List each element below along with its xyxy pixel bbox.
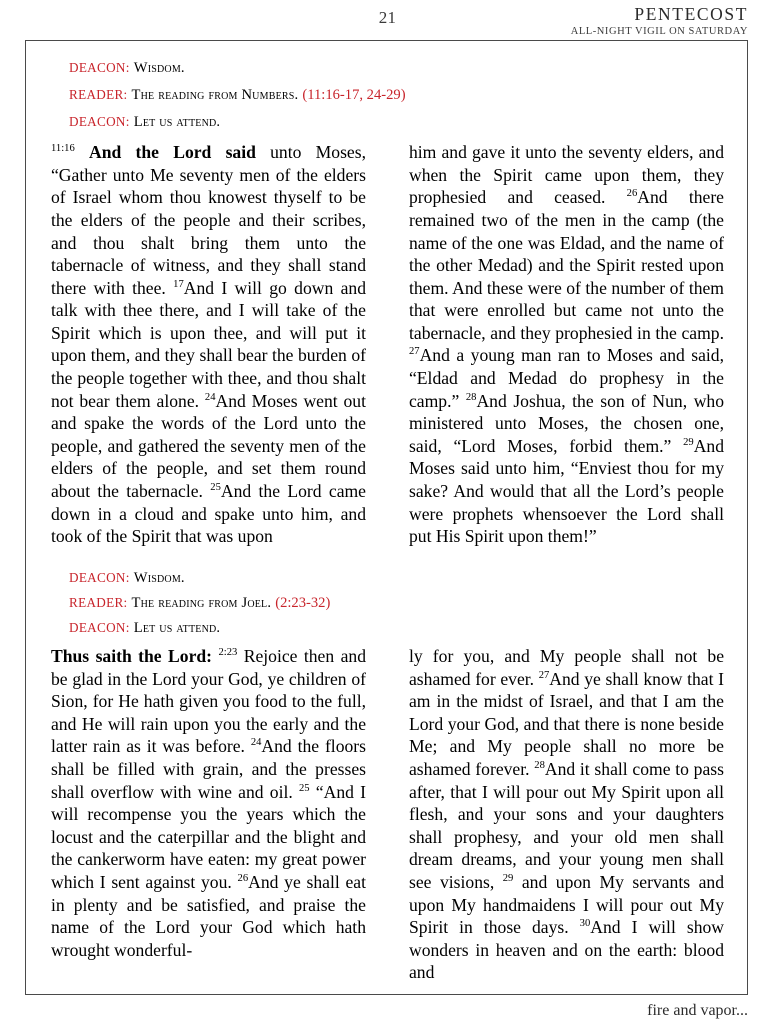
rubric-reader-joel bbox=[69, 595, 724, 611]
reading-joel bbox=[51, 645, 724, 984]
rubric-text: Wisdom. bbox=[133, 60, 185, 76]
reading-column-left bbox=[51, 141, 366, 548]
rubric-reader-numbers bbox=[69, 87, 724, 103]
rubric-text: The reading from Joel. bbox=[131, 594, 272, 611]
rubric-deacon-wisdom-2 bbox=[69, 570, 724, 586]
rubric-text: Let us attend. bbox=[133, 114, 221, 131]
reading-column-left bbox=[51, 645, 366, 984]
scripture-reference: (2:23-32) bbox=[275, 594, 331, 611]
running-head bbox=[0, 0, 775, 40]
scripture-text: Thus saith the Lord: $^{2:23}$ Rejoice then and be glad in the Lord your God, ye children of Sion, for He hath given you food to the full, and He will rain upon you the early and the latter rain as it was before. $^{24}$And the floors shall be filled with grain, and the presses shall overflow with wine and oil. $^{25}$ “And I will recompense you the years which the locust and the caterpillar and the blight and the cankerworm have eaten: my great power which I sent against you. $^{26}$And ye shall eat in plenty and be satisfied, and praise the name of the Lord your God which hath wrought wonderful- bbox=[51, 645, 367, 960]
scripture-text: $^{11:16}$ And the Lord said unto Moses, “Gather unto Me seventy men of the elders of Israel whom thou knowest thyself to be the elders of the people and their scribes, and thou shalt bring them unto the tabernacle of witness, and they shall stand there with thee. $^{17}$And I will go down and talk with thee there, and I will take of the Spirit which is upon thee, and will put it upon them, and they shall bear the burden of the people together with thee, and thou shalt not bear them alone. $^{24}$And Moses went out and spake the words of the Lord unto the people, and gathered the seventy men of the elders of the people, and set them round about the tabernacle. $^{25}$And the Lord came down in a cloud and spake unto him, and took of the Spirit that was upon bbox=[51, 142, 366, 547]
feast-title: PENTECOST bbox=[634, 4, 748, 24]
rubric-speaker: DEACON: bbox=[69, 569, 130, 585]
rubric-text: Let us attend. bbox=[133, 619, 221, 636]
text-frame bbox=[25, 40, 748, 995]
reading-column-right bbox=[409, 141, 724, 548]
service-subtitle: ALL-NIGHT VIGIL ON SATURDAY bbox=[570, 25, 748, 37]
page-number: 21 bbox=[378, 8, 397, 27]
catchword: fire and vapor... bbox=[647, 1002, 748, 1019]
scripture-reference: (11:16-17, 24-29) bbox=[302, 87, 406, 104]
scripture-text: him and gave it unto the seventy elders, and when the Spirit came upon them, they prophesied and ceased. $^{26}$And there remained two of the men in the camp (the name of the one was Eldad, and the name of the other Medad) and the Spirit rested upon them. And these were of the number of them that were enrolled but came not unto the tabernacle, and they prophesied in the camp. $^{27}$And a young man ran to Moses and said, “Eldad and Medad do prophesy in the camp.” $^{28}$And Joshua, the son of Nun, who ministered unto Moses, the chosen one, said, “Lord Moses, forbid them.” $^{29}$And Moses said unto him, “Enviest thou for my sake? And would that all the Lord’s people were prophets whensoever the Lord shall put His Spirit upon them!” bbox=[409, 142, 724, 547]
rubric-text: The reading from Numbers. bbox=[131, 87, 299, 104]
rubric-speaker: READER: bbox=[69, 594, 128, 610]
rubric-speaker: READER: bbox=[69, 87, 128, 103]
scripture-text: ly for you, and My people shall not be ashamed for ever. $^{27}$And ye shall know that I am in the midst of Israel, and that I am the Lord your God, and that there is none beside Me; and My people shall no more be ashamed forever. $^{28}$And it shall come to pass after, that I will pour out My Spirit upon all flesh, and your sons and your daughters shall prophesy, and your old men shall dream dreams, and your young men shall see visions, $^{29}$ and upon My servants and upon My handmaidens I will pour out My Spirit in those days. $^{30}$And I will show wonders in heaven and on the earth: blood and bbox=[409, 645, 725, 983]
frame-inner bbox=[51, 49, 724, 984]
rubric-speaker: DEACON: bbox=[69, 60, 130, 75]
rubric-text: Wisdom. bbox=[133, 569, 185, 586]
reading-numbers bbox=[51, 141, 724, 548]
rubric-deacon-attend-1 bbox=[69, 114, 724, 130]
rubric-speaker: DEACON: bbox=[69, 114, 130, 130]
reading-column-right bbox=[409, 645, 724, 984]
running-head-right bbox=[571, 5, 748, 37]
rubric-deacon-wisdom-1 bbox=[69, 60, 724, 76]
rubric-deacon-attend-2 bbox=[69, 620, 724, 636]
rubric-speaker: DEACON: bbox=[69, 619, 130, 635]
